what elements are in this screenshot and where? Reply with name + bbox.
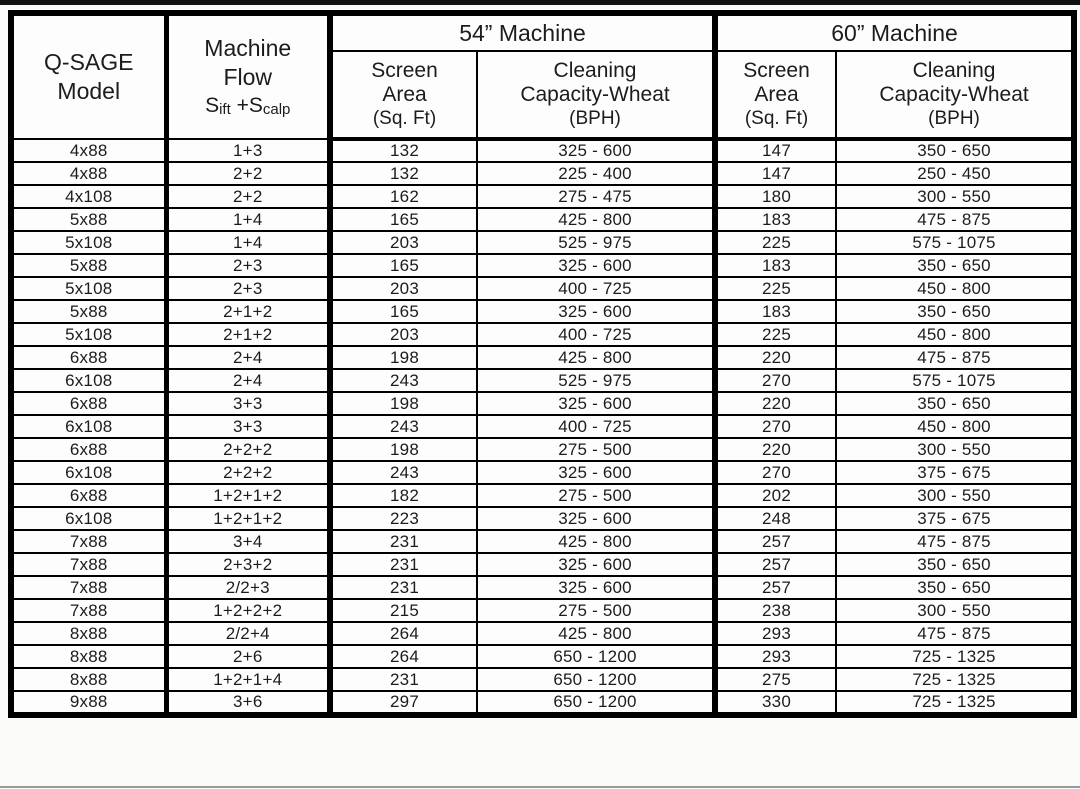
capacity-54-cell: 400 - 725 [477, 323, 715, 346]
screen-area-60-cell: 257 [715, 576, 836, 599]
header-60-screen-units: (Sq. Ft) [744, 108, 809, 130]
screen-area-54-cell: 215 [330, 599, 477, 622]
screen-area-54-cell: 203 [330, 231, 477, 254]
screen-area-60-cell: 180 [715, 185, 836, 208]
capacity-60-cell: 350 - 650 [836, 392, 1074, 415]
flow-cell: 2+1+2 [166, 323, 330, 346]
flow-cell: 2+3 [166, 254, 330, 277]
screen-area-54-cell: 132 [330, 139, 477, 162]
flow-cell: 2/2+4 [166, 622, 330, 645]
capacity-54-cell: 650 - 1200 [477, 691, 715, 715]
table-row [11, 415, 1074, 438]
header-54-screen-area: Screen Area (Sq. Ft) [330, 51, 477, 139]
screen-area-60-cell: 147 [715, 162, 836, 185]
screen-area-60-cell: 275 [715, 668, 836, 691]
flow-cell: 2+1+2 [166, 300, 330, 323]
top-rule [0, 0, 1080, 5]
table-row [11, 599, 1074, 622]
flow-cell: 2+2 [166, 162, 330, 185]
screen-area-60-cell: 202 [715, 484, 836, 507]
screen-area-60-cell: 238 [715, 599, 836, 622]
table-row [11, 668, 1074, 691]
header-machine-flow-line2: Flow [223, 63, 273, 90]
screen-area-54-cell: 198 [330, 392, 477, 415]
header-54-capacity-units: (BPH) [569, 108, 621, 130]
table-row [11, 691, 1074, 715]
table-row [11, 323, 1074, 346]
capacity-60-cell: 725 - 1325 [836, 691, 1074, 715]
capacity-54-cell: 400 - 725 [477, 415, 715, 438]
capacity-60-cell: 450 - 800 [836, 323, 1074, 346]
screen-area-54-cell: 297 [330, 691, 477, 715]
model-cell: 5x108 [11, 231, 166, 254]
screen-area-54-cell: 243 [330, 461, 477, 484]
capacity-60-cell: 725 - 1325 [836, 668, 1074, 691]
model-cell: 6x88 [11, 484, 166, 507]
capacity-54-cell: 275 - 500 [477, 484, 715, 507]
table-row [11, 576, 1074, 599]
capacity-60-cell: 350 - 650 [836, 254, 1074, 277]
table-row [11, 484, 1074, 507]
model-cell: 5x88 [11, 254, 166, 277]
header-qsage-model [11, 13, 166, 139]
header-machine-flow [166, 13, 330, 139]
screen-area-54-cell: 231 [330, 553, 477, 576]
model-cell: 6x88 [11, 346, 166, 369]
capacity-60-cell: 575 - 1075 [836, 369, 1074, 392]
screen-area-54-cell: 203 [330, 277, 477, 300]
screen-area-60-cell: 225 [715, 323, 836, 346]
model-cell: 7x88 [11, 553, 166, 576]
screen-area-60-cell: 330 [715, 691, 836, 715]
capacity-60-cell: 300 - 550 [836, 599, 1074, 622]
model-cell: 8x88 [11, 645, 166, 668]
screen-area-60-cell: 183 [715, 300, 836, 323]
model-cell: 5x88 [11, 208, 166, 231]
flow-cell: 2+2 [166, 185, 330, 208]
capacity-60-cell: 375 - 675 [836, 507, 1074, 530]
model-cell: 8x88 [11, 668, 166, 691]
header-60-capacity-units: (BPH) [928, 108, 980, 130]
screen-area-60-cell: 270 [715, 461, 836, 484]
table-row [11, 346, 1074, 369]
capacity-60-cell: 475 - 875 [836, 530, 1074, 553]
model-cell: 5x108 [11, 323, 166, 346]
capacity-60-cell: 575 - 1075 [836, 231, 1074, 254]
table-row [11, 553, 1074, 576]
screen-area-60-cell: 257 [715, 553, 836, 576]
table-row [11, 231, 1074, 254]
flow-cell: 3+3 [166, 415, 330, 438]
screen-area-54-cell: 223 [330, 507, 477, 530]
header-60-screen-area: Screen Area (Sq. Ft) [715, 51, 836, 139]
flow-cell: 2+3+2 [166, 553, 330, 576]
table-row [11, 438, 1074, 461]
capacity-60-cell: 375 - 675 [836, 461, 1074, 484]
flow-cell: 1+2+2+2 [166, 599, 330, 622]
capacity-54-cell: 525 - 975 [477, 369, 715, 392]
screen-area-60-cell: 225 [715, 277, 836, 300]
header-flow-formula: Sift +Scalp [205, 94, 291, 119]
screen-area-54-cell: 198 [330, 346, 477, 369]
capacity-54-cell: 325 - 600 [477, 300, 715, 323]
table-row [11, 622, 1074, 645]
screen-area-60-cell: 183 [715, 208, 836, 231]
screen-area-54-cell: 264 [330, 645, 477, 668]
model-cell: 7x88 [11, 599, 166, 622]
screen-area-54-cell: 264 [330, 622, 477, 645]
model-cell: 6x108 [11, 369, 166, 392]
table-row [11, 162, 1074, 185]
flow-cell: 1+3 [166, 139, 330, 162]
screen-area-60-cell: 270 [715, 415, 836, 438]
capacity-54-cell: 325 - 600 [477, 461, 715, 484]
table-row [11, 530, 1074, 553]
model-cell: 4x88 [11, 139, 166, 162]
screen-area-60-cell: 220 [715, 346, 836, 369]
table-row [11, 645, 1074, 668]
model-cell: 6x88 [11, 438, 166, 461]
capacity-60-cell: 250 - 450 [836, 162, 1074, 185]
table-row [11, 507, 1074, 530]
screen-area-60-cell: 270 [715, 369, 836, 392]
capacity-54-cell: 325 - 600 [477, 507, 715, 530]
screen-area-54-cell: 165 [330, 300, 477, 323]
model-cell: 5x88 [11, 300, 166, 323]
screen-area-60-cell: 293 [715, 622, 836, 645]
flow-cell: 2+4 [166, 369, 330, 392]
flow-cell: 1+2+1+4 [166, 668, 330, 691]
model-cell: 4x108 [11, 185, 166, 208]
capacity-54-cell: 650 - 1200 [477, 645, 715, 668]
capacity-60-cell: 350 - 650 [836, 553, 1074, 576]
table-row [11, 208, 1074, 231]
capacity-54-cell: 425 - 800 [477, 530, 715, 553]
table-row [11, 254, 1074, 277]
screen-area-54-cell: 243 [330, 415, 477, 438]
model-cell: 6x108 [11, 415, 166, 438]
model-cell: 6x88 [11, 392, 166, 415]
flow-cell: 2+6 [166, 645, 330, 668]
capacity-60-cell: 450 - 800 [836, 415, 1074, 438]
table-row [11, 277, 1074, 300]
header-60-machine: 60” Machine [715, 13, 1074, 51]
flow-cell: 2+3 [166, 277, 330, 300]
screen-area-54-cell: 231 [330, 530, 477, 553]
model-cell: 4x88 [11, 162, 166, 185]
capacity-60-cell: 300 - 550 [836, 438, 1074, 461]
capacity-54-cell: 425 - 800 [477, 208, 715, 231]
capacity-54-cell: 325 - 600 [477, 392, 715, 415]
flow-cell: 3+6 [166, 691, 330, 715]
capacity-60-cell: 475 - 875 [836, 208, 1074, 231]
flow-cell: 2+2+2 [166, 461, 330, 484]
screen-area-54-cell: 198 [330, 438, 477, 461]
table-row [11, 392, 1074, 415]
screen-area-54-cell: 165 [330, 208, 477, 231]
screen-area-54-cell: 203 [330, 323, 477, 346]
screen-area-60-cell: 147 [715, 139, 836, 162]
model-cell: 5x108 [11, 277, 166, 300]
capacity-54-cell: 425 - 800 [477, 346, 715, 369]
capacity-60-cell: 475 - 875 [836, 622, 1074, 645]
screen-area-54-cell: 231 [330, 668, 477, 691]
capacity-60-cell: 300 - 550 [836, 185, 1074, 208]
screen-area-54-cell: 243 [330, 369, 477, 392]
capacity-54-cell: 425 - 800 [477, 622, 715, 645]
model-cell: 8x88 [11, 622, 166, 645]
model-cell: 6x108 [11, 461, 166, 484]
screen-area-60-cell: 293 [715, 645, 836, 668]
flow-cell: 2/2+3 [166, 576, 330, 599]
capacity-60-cell: 350 - 650 [836, 139, 1074, 162]
capacity-54-cell: 325 - 600 [477, 139, 715, 162]
header-54-machine: 54” Machine [330, 13, 715, 51]
screen-area-54-cell: 182 [330, 484, 477, 507]
screen-area-60-cell: 257 [715, 530, 836, 553]
screen-area-60-cell: 220 [715, 392, 836, 415]
capacity-54-cell: 325 - 600 [477, 553, 715, 576]
screen-area-60-cell: 220 [715, 438, 836, 461]
header-machine-flow-line1: Machine [204, 34, 292, 61]
flow-cell: 2+2+2 [166, 438, 330, 461]
capacity-60-cell: 350 - 650 [836, 300, 1074, 323]
table-row [11, 300, 1074, 323]
header-54-cleaning-capacity: Cleaning Capacity-Wheat (BPH) [477, 51, 715, 139]
flow-cell: 1+2+1+2 [166, 507, 330, 530]
flow-cell: 3+3 [166, 392, 330, 415]
table-row [11, 139, 1074, 162]
capacity-table [8, 10, 1077, 718]
header-60-cleaning-capacity: Cleaning Capacity-Wheat (BPH) [836, 51, 1074, 139]
screen-area-54-cell: 162 [330, 185, 477, 208]
table-row [11, 185, 1074, 208]
capacity-54-cell: 275 - 500 [477, 599, 715, 622]
capacity-54-cell: 275 - 475 [477, 185, 715, 208]
header-qsage-model-line2: Model [57, 78, 121, 104]
flow-cell: 3+4 [166, 530, 330, 553]
capacity-60-cell: 300 - 550 [836, 484, 1074, 507]
table-row [11, 369, 1074, 392]
capacity-60-cell: 350 - 650 [836, 576, 1074, 599]
screen-area-54-cell: 231 [330, 576, 477, 599]
flow-cell: 1+4 [166, 208, 330, 231]
capacity-54-cell: 400 - 725 [477, 277, 715, 300]
model-cell: 7x88 [11, 576, 166, 599]
flow-cell: 1+4 [166, 231, 330, 254]
table-body [11, 139, 1074, 715]
capacity-60-cell: 475 - 875 [836, 346, 1074, 369]
capacity-54-cell: 225 - 400 [477, 162, 715, 185]
screen-area-60-cell: 248 [715, 507, 836, 530]
screen-area-60-cell: 225 [715, 231, 836, 254]
capacity-54-cell: 275 - 500 [477, 438, 715, 461]
screen-area-54-cell: 132 [330, 162, 477, 185]
capacity-54-cell: 650 - 1200 [477, 668, 715, 691]
header-qsage-model-line1: Q-SAGE [44, 49, 134, 76]
flow-cell: 1+2+1+2 [166, 484, 330, 507]
capacity-60-cell: 725 - 1325 [836, 645, 1074, 668]
model-cell: 7x88 [11, 530, 166, 553]
bottom-rule [0, 786, 1080, 788]
capacity-54-cell: 525 - 975 [477, 231, 715, 254]
model-cell: 9x88 [11, 691, 166, 715]
screen-area-60-cell: 183 [715, 254, 836, 277]
capacity-54-cell: 325 - 600 [477, 254, 715, 277]
flow-cell: 2+4 [166, 346, 330, 369]
screen-area-54-cell: 165 [330, 254, 477, 277]
capacity-60-cell: 450 - 800 [836, 277, 1074, 300]
capacity-54-cell: 325 - 600 [477, 576, 715, 599]
model-cell: 6x108 [11, 507, 166, 530]
table-row [11, 461, 1074, 484]
header-54-screen-units: (Sq. Ft) [372, 108, 437, 130]
